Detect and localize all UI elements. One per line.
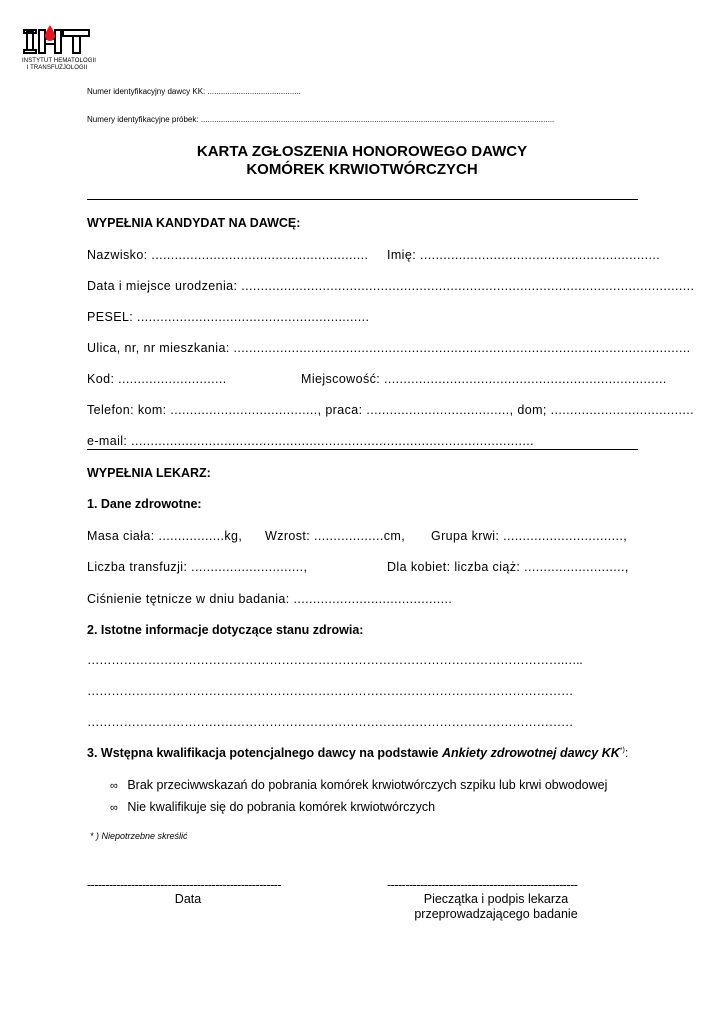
doctor-signature-line: ---------------------------------------------------- (387, 878, 578, 892)
blood-group-field: Grupa krwi: ..............................., (431, 529, 628, 543)
first-name-field: Imię: .............................................................. (387, 248, 661, 262)
street-field: Ulica, nr, nr mieszkania: ...................................................................................................................... (87, 341, 691, 355)
option-no-contraindications-label: Brak przeciwwskazań do pobrania komórek krwiotwórczych szpiku lub krwi obwodowej (127, 778, 608, 792)
health-data-heading: 1. Dane zdrowotne: (87, 497, 202, 511)
transfusions-field: Liczba transfuzji: ............................., (87, 560, 308, 574)
infinity-bullet-icon: ∞ (110, 780, 118, 792)
stamp-label-2: przeprowadzającego badanie (414, 907, 578, 921)
blood-pressure-field: Ciśnienie tętnicze w dniu badania: ......................................... (87, 592, 453, 606)
pregnancies-field: Dla kobiet: liczba ciąż: .........................., (387, 560, 629, 574)
institute-logo (22, 24, 97, 72)
health-info-line-1: ……………………………………………………………………………………………………….….. (87, 653, 583, 667)
divider-middle (87, 449, 638, 450)
option-not-qualified-label: Nie kwalifikuje się do pobrania komórek krwiotwórczych (127, 800, 436, 814)
qualification-heading-text: 3. Wstępna kwalifikacja potencjalnego dawcy na podstawie (87, 746, 442, 760)
height-field: Wzrost: ..................cm, (265, 529, 406, 543)
date-signature-line: ----------------------------------------------------- (87, 878, 282, 892)
infinity-bullet-icon: ∞ (110, 802, 118, 814)
surname-field: Nazwisko: ........................................................ (87, 248, 369, 262)
date-label: Data (174, 892, 202, 906)
stamp-label-1: Pieczątka i podpis lekarza (423, 892, 569, 906)
footnote: * ) Niepotrzebne skreślić (90, 831, 188, 841)
body-mass-field: Masa ciała: .................kg, (87, 529, 243, 543)
doctor-heading: WYPEŁNIA LEKARZ: (87, 466, 211, 480)
phone-field: Telefon: kom: ......................................, praca: ....................................., dom; ..................................... (87, 403, 694, 417)
email-field: e-mail: ........................................................................................................ (87, 434, 534, 448)
qualification-heading-survey: Ankiety zdrowotnej dawcy KK (441, 746, 620, 760)
divider-top (87, 199, 638, 200)
qualification-footnote-mark: *) (619, 746, 625, 754)
city-field: Miejscowość: ......................................................................... (301, 372, 667, 386)
birth-field: Data i miejsce urodzenia: ..................................................................................................................... (87, 279, 695, 293)
option-not-qualified[interactable] (110, 800, 435, 814)
health-info-heading: 2. Istotne informacje dotyczące stanu zdrowia: (87, 623, 364, 637)
donor-id-field: Numer identyfikacyjny dawcy KK: .......................................... (87, 87, 301, 96)
option-no-contraindications[interactable] (110, 778, 607, 792)
postal-code-field: Kod: ............................ (87, 372, 227, 386)
candidate-heading: WYPEŁNIA KANDYDAT NA DAWCĘ: (87, 216, 301, 230)
pesel-field: PESEL: ............................................................ (87, 310, 370, 324)
qualification-heading (87, 746, 628, 760)
iht-logo-icon (22, 24, 92, 58)
health-info-line-2: ………………………………………………………………………………………………………… (87, 684, 574, 698)
qualification-heading-colon: : (624, 746, 629, 760)
page-title-line-1: KARTA ZGŁOSZENIA HONOROWEGO DAWCY (196, 143, 528, 160)
page-title-line-2: KOMÓREK KRWIOTWÓRCZYCH (246, 161, 478, 178)
health-info-line-3: ………………………………………………………………………………………………………… (87, 715, 574, 729)
logo-subtitle-2: I TRANSFUZJOLOGII (26, 65, 88, 71)
sample-ids-field: Numery identyfikacyjne próbek: ............................................................................................................................................................... (87, 115, 555, 124)
logo-subtitle-1: INSTYTUT HEMATOLOGII (22, 58, 97, 64)
